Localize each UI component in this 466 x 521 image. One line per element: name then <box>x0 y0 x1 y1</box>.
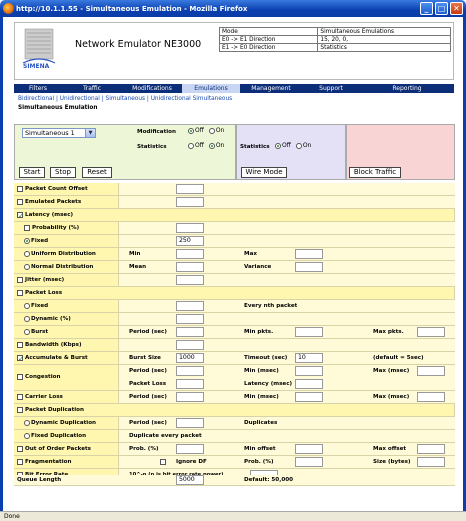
normal-radio[interactable] <box>24 264 30 270</box>
cl-period-input[interactable] <box>176 392 204 402</box>
cl-max-label: Max (msec) <box>373 394 410 400</box>
packet-dup-checkbox[interactable] <box>17 407 23 413</box>
label: Emulated Packets <box>25 199 82 205</box>
statistics-on-radio[interactable] <box>209 143 215 149</box>
modification-label: Modification <box>137 129 176 135</box>
duplicates-label: Duplicates <box>244 420 278 426</box>
stop-button[interactable]: Stop <box>50 167 76 178</box>
row-label <box>14 352 119 364</box>
dynamic-radio[interactable] <box>24 316 30 322</box>
cong-period-input[interactable] <box>176 366 204 376</box>
row-label <box>14 404 455 416</box>
row-congestion <box>14 365 455 391</box>
statistics2-off-radio[interactable] <box>275 143 281 149</box>
packet-count-offset-checkbox[interactable] <box>17 186 23 192</box>
uniform-max-input[interactable] <box>295 249 323 259</box>
cl-max-input[interactable] <box>417 392 445 402</box>
congestion-checkbox[interactable] <box>17 374 23 380</box>
chevron-down-icon[interactable]: ▼ <box>85 129 95 137</box>
latency-fixed-radio[interactable] <box>24 238 30 244</box>
firefox-icon <box>3 3 14 14</box>
status-bar: Done <box>0 511 466 521</box>
mode-label: Mode <box>220 28 318 36</box>
statistics-off-radio[interactable] <box>188 143 194 149</box>
label: Fixed <box>31 303 49 309</box>
fragmentation-checkbox[interactable] <box>17 459 23 465</box>
row-label <box>14 430 119 442</box>
row-packet-count-offset <box>14 183 455 196</box>
window-titlebar[interactable] <box>0 0 466 17</box>
frag-prob-input[interactable] <box>295 457 323 467</box>
max-pkts-label: Max pkts. <box>373 329 404 335</box>
row-label <box>14 261 119 273</box>
mean-label: Mean <box>129 264 147 270</box>
out-of-order-checkbox[interactable] <box>17 446 23 452</box>
tab-support[interactable]: Support <box>319 85 343 92</box>
tab-traffic[interactable]: Traffic <box>82 85 102 92</box>
period-label: Period (sec) <box>129 329 167 335</box>
max-label: Max <box>244 251 257 257</box>
queue-length-label: Queue Length <box>17 477 62 483</box>
row-label <box>14 456 119 468</box>
modification-radios <box>188 127 227 135</box>
row-label <box>14 183 119 195</box>
row-bandwidth <box>14 339 455 352</box>
row-label <box>14 235 119 247</box>
tab-reporting[interactable]: Reporting <box>392 85 422 92</box>
minimize-button[interactable]: _ <box>420 2 433 15</box>
label: Fixed <box>31 238 49 244</box>
label: Accumulate & Burst <box>25 355 88 361</box>
tab-management[interactable]: Management <box>251 85 291 92</box>
cl-min-input[interactable] <box>295 392 323 402</box>
e0-e1-label: E0 -> E1 Direction <box>220 36 318 44</box>
row-emulated-packets <box>14 196 455 209</box>
row-fragmentation <box>14 456 455 469</box>
wire-mode-button[interactable]: Wire Mode <box>241 167 287 178</box>
row-pl-fixed <box>14 300 455 313</box>
row-label <box>14 274 119 286</box>
normal-mean-input[interactable] <box>176 262 204 272</box>
page-subtitle: Simultaneous Emulation <box>18 105 98 111</box>
label: Out of Order Packets <box>25 446 92 452</box>
bandwidth-checkbox[interactable] <box>17 342 23 348</box>
burst-size-label: Burst Size <box>129 355 161 361</box>
packet-loss-checkbox[interactable] <box>17 290 23 296</box>
tab-filters[interactable]: Filters <box>29 85 47 92</box>
fixed-dup-radio[interactable] <box>24 433 30 439</box>
window-title: http://10.1.1.55 - Simultaneous Emulation - Mozilla Firefox <box>16 4 248 13</box>
statistics2-on-radio[interactable] <box>296 143 302 149</box>
row-packet-loss <box>14 287 455 300</box>
label: Probability (%) <box>32 225 80 231</box>
packet-count-offset-input[interactable] <box>176 184 204 194</box>
label: Packet Count Offset <box>25 186 88 192</box>
e1-e0-label: E1 -> E0 Direction <box>220 44 318 52</box>
off-label: Off <box>282 142 291 149</box>
row-label <box>14 339 119 351</box>
ignore-df-label: Ignore DF <box>176 459 207 465</box>
dyn-dup-radio[interactable] <box>24 420 30 426</box>
label: Fragmentation <box>25 459 72 465</box>
emulation-parameters <box>14 183 455 484</box>
cong-min-input[interactable] <box>295 366 323 376</box>
min-pkts-label: Min pkts. <box>244 329 274 335</box>
statistics2-radios <box>275 142 314 150</box>
uniform-radio[interactable] <box>24 251 30 257</box>
row-latency <box>14 209 455 222</box>
mode-table <box>219 27 451 52</box>
row-queue-length <box>14 475 455 486</box>
modification-on-radio[interactable] <box>209 128 215 134</box>
ooo-prob-input[interactable] <box>176 444 204 454</box>
row-normal-distribution <box>14 261 455 274</box>
row-label <box>14 209 455 221</box>
row-burst <box>14 326 455 339</box>
row-carrier-loss <box>14 391 455 404</box>
label: Latency (msec) <box>25 212 74 218</box>
probability-checkbox[interactable] <box>24 225 30 231</box>
label: Dynamic (%) <box>31 316 71 322</box>
max-offset-input[interactable] <box>417 444 445 454</box>
row-label <box>14 443 119 455</box>
label: Packet Loss <box>25 290 63 296</box>
label: Bandwidth (Kbps) <box>25 342 82 348</box>
cong-packet-loss-label: Packet Loss <box>129 381 167 387</box>
pl-fixed-input[interactable] <box>176 301 204 311</box>
jitter-checkbox[interactable] <box>17 277 23 283</box>
label: Congestion <box>25 374 61 380</box>
label: Jitter (msec) <box>25 277 65 283</box>
timeout-input[interactable]: 10 <box>295 353 323 363</box>
min-pkts-input[interactable] <box>295 327 323 337</box>
label: Carrier Loss <box>25 394 63 400</box>
statistics-label: Statistics <box>137 144 167 150</box>
row-uniform-distribution <box>14 248 455 261</box>
logo-text: SIMENA <box>23 63 50 70</box>
uniform-min-input[interactable] <box>176 249 204 259</box>
bandwidth-input[interactable] <box>176 340 204 350</box>
row-fixed-duplication <box>14 430 455 443</box>
latency-checkbox[interactable] <box>17 212 23 218</box>
ooo-prob-label: Prob. (%) <box>129 446 159 452</box>
dynamic-input[interactable] <box>176 314 204 324</box>
e0-e1-value: 15, 20, 0, <box>318 36 451 44</box>
maximize-button[interactable]: □ <box>435 2 448 15</box>
row-latency-fixed <box>14 235 455 248</box>
row-dynamic-duplication <box>14 417 455 430</box>
label: Fixed Duplication <box>31 433 87 439</box>
row-dynamic <box>14 313 455 326</box>
off-label: Off <box>195 142 204 149</box>
label: Packet Duplication <box>25 407 84 413</box>
dd-period-input[interactable] <box>176 418 204 428</box>
max-pkts-input[interactable] <box>417 327 445 337</box>
label: Burst <box>31 329 49 335</box>
emulated-packets-input[interactable] <box>176 197 204 207</box>
row-out-of-order <box>14 443 455 456</box>
row-label <box>14 365 119 390</box>
row-label <box>14 248 119 260</box>
default-5-label: (default = 5sec) <box>373 355 424 361</box>
variance-label: Variance <box>244 264 272 270</box>
statistics-label-2: Statistics <box>240 144 270 150</box>
tab-modifications[interactable]: Modifications <box>132 85 172 92</box>
carrier-loss-checkbox[interactable] <box>17 394 23 400</box>
cong-packet-loss-input[interactable] <box>176 379 204 389</box>
modification-off-radio[interactable] <box>188 128 194 134</box>
cong-period-label: Period (sec) <box>129 368 167 374</box>
row-jitter <box>14 274 455 287</box>
cong-max-label: Max (msec) <box>373 368 410 374</box>
max-offset-label: Max offset <box>373 446 407 452</box>
cong-min-label: Min (msec) <box>244 368 279 374</box>
row-label <box>14 326 119 338</box>
every-nth-label: Every nth packet <box>244 303 298 309</box>
queue-length-input[interactable]: 5000 <box>176 475 204 485</box>
probability-input[interactable] <box>176 223 204 233</box>
statistics-radios <box>188 142 227 150</box>
ignore-df-checkbox[interactable] <box>160 459 166 465</box>
size-bytes-label: Size (bytes) <box>373 459 411 465</box>
row-label <box>14 300 119 312</box>
dup-every-label: Duplicate every packet <box>129 433 202 439</box>
dd-period-label: Period (sec) <box>129 420 167 426</box>
close-button[interactable]: ✕ <box>450 2 463 15</box>
on-label: On <box>302 142 312 149</box>
cl-min-label: Min (msec) <box>244 394 279 400</box>
row-label <box>14 391 119 403</box>
jitter-input[interactable] <box>176 275 204 285</box>
row-label <box>14 287 455 299</box>
queue-default-label: Default: 50,000 <box>244 477 293 483</box>
emulation-select-value: Simultaneous 1 <box>25 129 75 137</box>
min-offset-label: Min offset <box>244 446 276 452</box>
tab-emulations[interactable]: Emulations <box>182 84 240 93</box>
e1-e0-value: Statistics <box>318 44 451 52</box>
on-label: On <box>215 127 225 134</box>
min-offset-input[interactable] <box>295 444 323 454</box>
accumulate-checkbox[interactable] <box>17 355 23 361</box>
on-label: On <box>215 142 225 149</box>
emulated-packets-checkbox[interactable] <box>17 199 23 205</box>
label: Uniform Distribution <box>31 251 96 257</box>
label: Normal Distribution <box>31 264 94 270</box>
latency-fixed-input[interactable]: 250 <box>176 236 204 246</box>
pl-fixed-radio[interactable] <box>24 303 30 309</box>
row-label <box>14 196 119 208</box>
row-accumulate-burst <box>14 352 455 365</box>
timeout-label: Timeout (sec) <box>244 355 288 361</box>
normal-variance-input[interactable] <box>295 262 323 272</box>
off-label: Off <box>195 127 204 134</box>
burst-size-input[interactable]: 1000 <box>176 353 204 363</box>
start-button[interactable]: Start <box>19 167 45 178</box>
burst-period-input[interactable] <box>176 327 204 337</box>
size-bytes-input[interactable] <box>417 457 445 467</box>
sub-navigation[interactable]: Bidirectional | Unidirectional | Simultaneous | Unidirectional Simultaneous <box>18 96 233 102</box>
row-label <box>14 417 119 429</box>
emulation-select[interactable] <box>22 128 96 138</box>
page-header <box>14 22 454 80</box>
cong-latency-input[interactable] <box>295 379 323 389</box>
frag-prob-label: Prob. (%) <box>244 459 274 465</box>
main-tabs <box>14 84 454 93</box>
row-packet-duplication <box>14 404 455 417</box>
row-probability <box>14 222 455 235</box>
row-label <box>14 222 119 234</box>
cl-period-label: Period (sec) <box>129 394 167 400</box>
cong-max-input[interactable] <box>417 366 445 376</box>
min-label: Min <box>129 251 141 257</box>
reset-button[interactable]: Reset <box>82 167 112 178</box>
row-label <box>14 313 119 325</box>
burst-radio[interactable] <box>24 329 30 335</box>
block-traffic-button[interactable]: Block Traffic <box>349 167 401 178</box>
product-title: Network Emulator NE3000 <box>75 39 202 50</box>
cong-latency-label: Latency (msec) <box>244 381 293 387</box>
mode-value: Simultaneous Emulations <box>318 28 451 36</box>
label: Dynamic Duplication <box>31 420 97 426</box>
